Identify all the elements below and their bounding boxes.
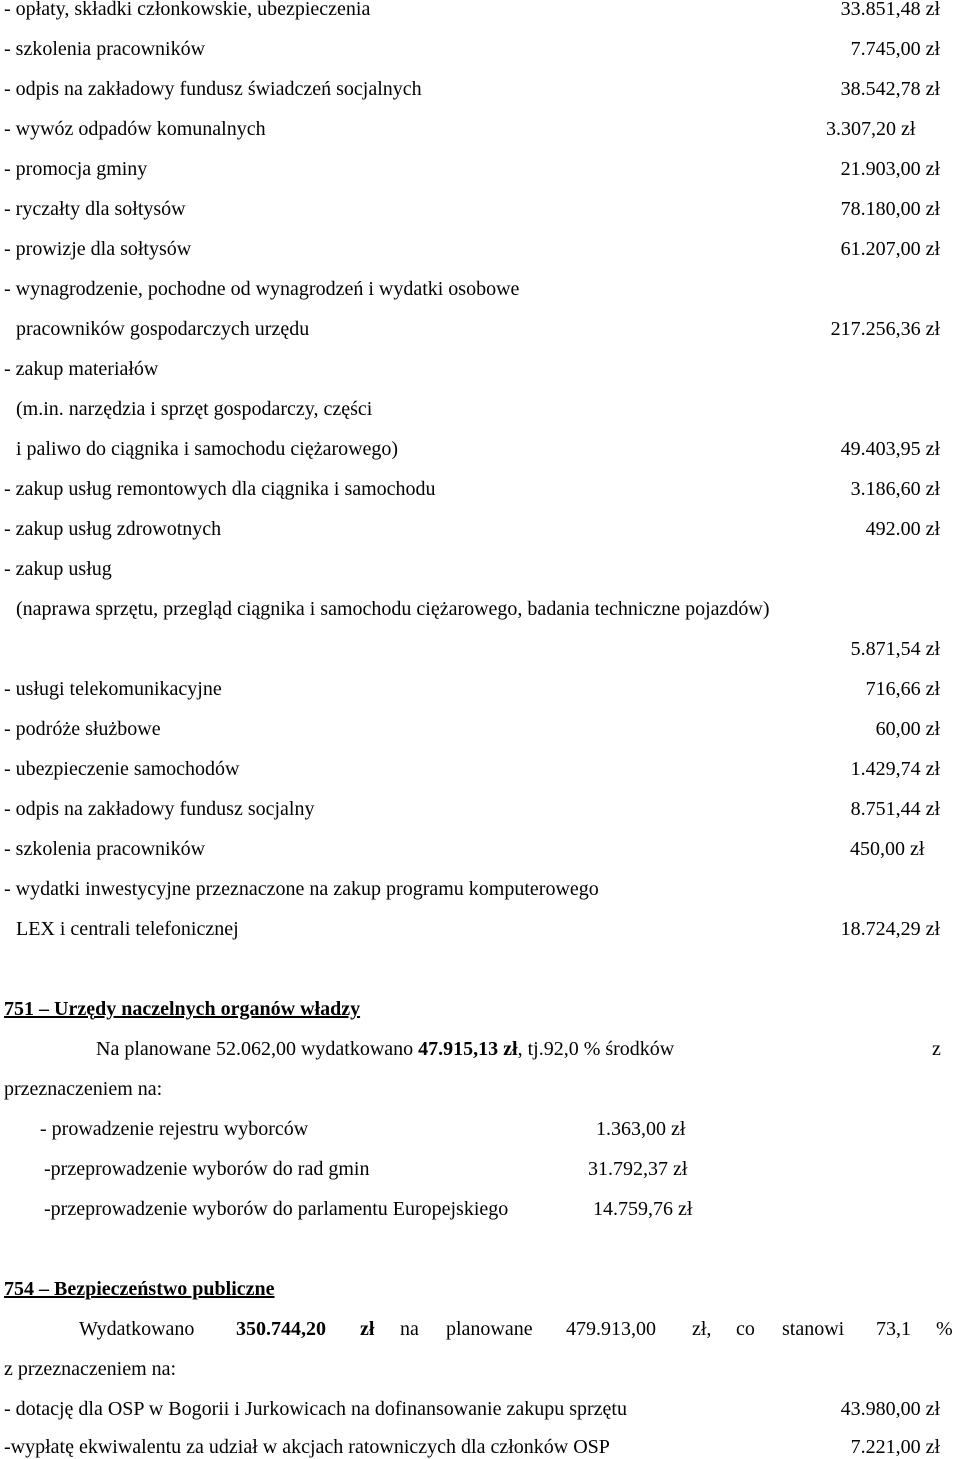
summary-text: %: [936, 1318, 953, 1340]
expense-amount: 38.542,78 zł: [840, 78, 940, 100]
expense-label: -przeprowadzenie wyborów do rad gmin: [44, 1158, 370, 1180]
summary-text: z: [932, 1038, 941, 1060]
expense-label: - zakup usług zdrowotnych: [4, 518, 222, 540]
expense-label: - podróże służbowe: [4, 718, 161, 740]
section-heading: 754 – Bezpieczeństwo publiczne: [4, 1278, 275, 1300]
expense-amount: 716,66 zł: [865, 678, 940, 700]
expense-label: - wynagrodzenie, pochodne od wynagrodzeń i wydatki osobowe: [4, 278, 520, 300]
summary-text: planowane: [446, 1318, 533, 1340]
expense-amount: 3.186,60 zł: [850, 478, 940, 500]
expense-amount: 33.851,48 zł: [840, 0, 940, 20]
summary-text: zł,: [692, 1318, 712, 1340]
summary-text: co: [736, 1318, 755, 1340]
expense-label-continued: pracowników gospodarczych urzędu: [16, 318, 310, 340]
expense-amount: 43.980,00 zł: [840, 1398, 940, 1420]
expense-label: - wywóz odpadów komunalnych: [4, 118, 266, 140]
expense-label: - promocja gminy: [4, 158, 148, 180]
expense-amount: 217.256,36 zł: [830, 318, 940, 340]
summary-text: Wydatkowano: [79, 1318, 195, 1340]
expense-amount: 3.307,20 zł: [826, 118, 916, 140]
expense-amount: 5.871,54 zł: [850, 638, 940, 660]
summary-text: stanowi: [782, 1318, 845, 1340]
expense-amount: 18.724,29 zł: [840, 918, 940, 940]
summary-spent: 350.744,20: [236, 1318, 326, 1340]
expense-label-continued: LEX i centrali telefonicznej: [16, 918, 239, 940]
expense-amount: 7.221,00 zł: [850, 1436, 940, 1458]
expense-label: - usługi telekomunikacyjne: [4, 678, 222, 700]
section-summary: [96, 1037, 674, 1061]
expense-label: - ryczałty dla sołtysów: [4, 198, 186, 220]
summary-text: 479.913,00: [566, 1318, 656, 1340]
expense-amount: 1.363,00 zł: [596, 1118, 686, 1140]
expense-label: - prowadzenie rejestru wyborców: [40, 1118, 309, 1140]
expense-label: - szkolenia pracowników: [4, 838, 206, 860]
expense-amount: 60,00 zł: [875, 718, 940, 740]
expense-label: - odpis na zakładowy fundusz socjalny: [4, 798, 315, 820]
expense-amount: 49.403,95 zł: [840, 438, 940, 460]
expense-label: - opłaty, składki członkowskie, ubezpieczenia: [4, 0, 371, 20]
expense-label-continued: (naprawa sprzętu, przegląd ciągnika i samochodu ciężarowego, badania techniczne pojazdów): [16, 598, 770, 620]
expense-label-continued: (m.in. narzędzia i sprzęt gospodarczy, części: [16, 398, 373, 420]
summary-text: 73,1: [876, 1318, 911, 1340]
summary-text: na: [400, 1318, 419, 1340]
summary-spent: zł: [360, 1318, 375, 1340]
summary-continued: z przeznaczeniem na:: [4, 1358, 177, 1380]
expense-amount: 1.429,74 zł: [850, 758, 940, 780]
section-heading: 751 – Urzędy naczelnych organów władzy: [4, 998, 361, 1020]
expense-amount: 450,00 zł: [850, 838, 925, 860]
expense-amount: 8.751,44 zł: [850, 798, 940, 820]
expense-label: -przeprowadzenie wyborów do parlamentu Europejskiego: [44, 1198, 509, 1220]
expense-amount: 61.207,00 zł: [840, 238, 940, 260]
expense-label-continued: i paliwo do ciągnika i samochodu ciężarowego): [16, 438, 399, 460]
expense-label: - zakup usług: [4, 558, 112, 580]
expense-label: - odpis na zakładowy fundusz świadczeń socjalnych: [4, 78, 422, 100]
expense-label: - dotację dla OSP w Bogorii i Jurkowicach na dofinansowanie zakupu sprzętu: [4, 1398, 627, 1420]
expense-amount: 21.903,00 zł: [840, 158, 940, 180]
expense-amount: 78.180,00 zł: [840, 198, 940, 220]
expense-label: - zakup usług remontowych dla ciągnika i samochodu: [4, 478, 436, 500]
summary-continued: przeznaczeniem na:: [4, 1078, 163, 1100]
expense-amount: 7.745,00 zł: [850, 38, 940, 60]
summary-text: Na planowane 52.062,00 wydatkowano: [96, 1038, 419, 1060]
expense-label: - ubezpieczenie samochodów: [4, 758, 240, 780]
expense-label: -wypłatę ekwiwalentu za udział w akcjach ratowniczych dla członków OSP: [4, 1436, 610, 1458]
summary-spent: 47.915,13 zł: [418, 1038, 518, 1060]
expense-amount: 492.00 zł: [865, 518, 940, 540]
expense-label: - szkolenia pracowników: [4, 38, 206, 60]
summary-text: , tj.92,0 % środków: [517, 1038, 675, 1060]
expense-amount: 14.759,76 zł: [593, 1198, 693, 1220]
expense-amount: 31.792,37 zł: [588, 1158, 688, 1180]
expense-label: - prowizje dla sołtysów: [4, 238, 192, 260]
expense-label: - wydatki inwestycyjne przeznaczone na zakup programu komputerowego: [4, 878, 599, 900]
expense-label: - zakup materiałów: [4, 358, 159, 380]
